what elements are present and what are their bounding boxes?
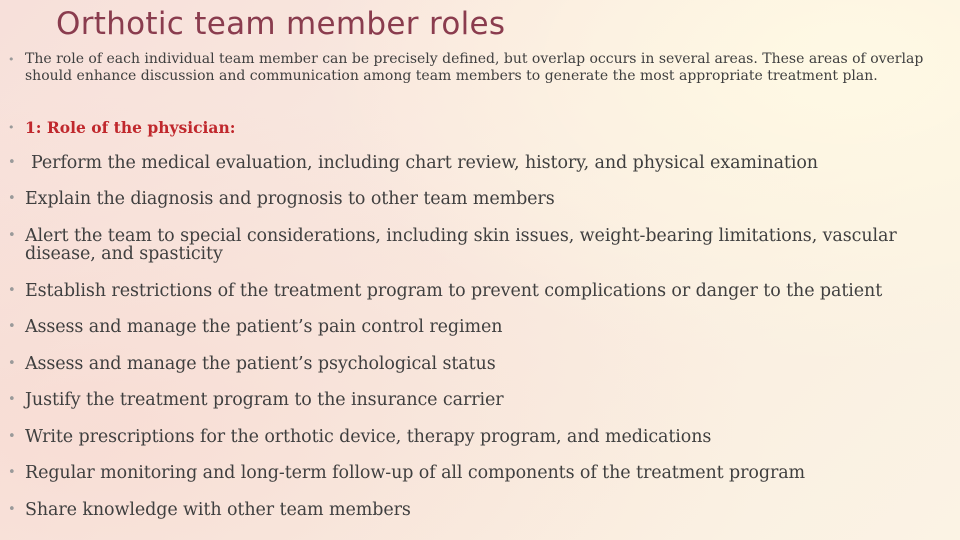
list-item (8, 154, 953, 172)
list-item (8, 428, 953, 446)
section-heading: 1: Role of the physician: (25, 118, 236, 137)
list-item-text: Assess and manage the patient’s pain control regimen (25, 317, 503, 337)
list-item (8, 355, 953, 373)
list-item-text: Explain the diagnosis and prognosis to other team members (25, 189, 555, 209)
bullet-marker: • (8, 392, 16, 407)
bullet-marker: • (8, 465, 16, 480)
list-item (8, 318, 953, 336)
intro-text: The role of each individual team member can be precisely defined, but overlap occurs in several areas. These areas of overlap should enhance discussion and communication among team members to generate the most appropriate treatment plan. (25, 51, 924, 84)
list-item-text: Alert the team to special considerations, including skin issues, weight-bearing limitations, vascular disease, and spasticity (25, 226, 897, 264)
list-item-text: Share knowledge with other team members (25, 500, 411, 520)
list-item-text: Establish restrictions of the treatment program to prevent complications or danger to the patient (25, 281, 883, 301)
list-item-text: Write prescriptions for the orthotic device, therapy program, and medications (25, 427, 712, 447)
list-item (8, 501, 953, 519)
bullet-marker: • (8, 356, 16, 371)
bullet-marker: • (8, 502, 16, 517)
list-item-text: Regular monitoring and long-term follow-up of all components of the treatment program (25, 463, 806, 483)
list-item (8, 464, 953, 482)
bullet-marker: • (8, 121, 15, 134)
bullet-marker: • (8, 228, 16, 243)
intro-bullet (8, 51, 953, 85)
list-item-text: Perform the medical evaluation, including chart review, history, and physical examination (31, 153, 818, 173)
bullet-marker: • (8, 155, 16, 170)
list-item (8, 190, 953, 208)
slide-title: Orthotic team member roles (56, 6, 506, 42)
list-item (8, 282, 953, 300)
list-item-text: Assess and manage the patient’s psychological status (25, 354, 496, 374)
bullet-marker: • (8, 53, 15, 66)
bullet-marker: • (8, 191, 16, 206)
list-item (8, 227, 953, 263)
bullet-marker: • (8, 429, 16, 444)
section-heading-bullet (8, 117, 953, 139)
bullet-marker: • (8, 319, 16, 334)
list-item-text: Justify the treatment program to the insurance carrier (25, 390, 504, 410)
bullet-marker: • (8, 283, 16, 298)
list-item (8, 391, 953, 409)
